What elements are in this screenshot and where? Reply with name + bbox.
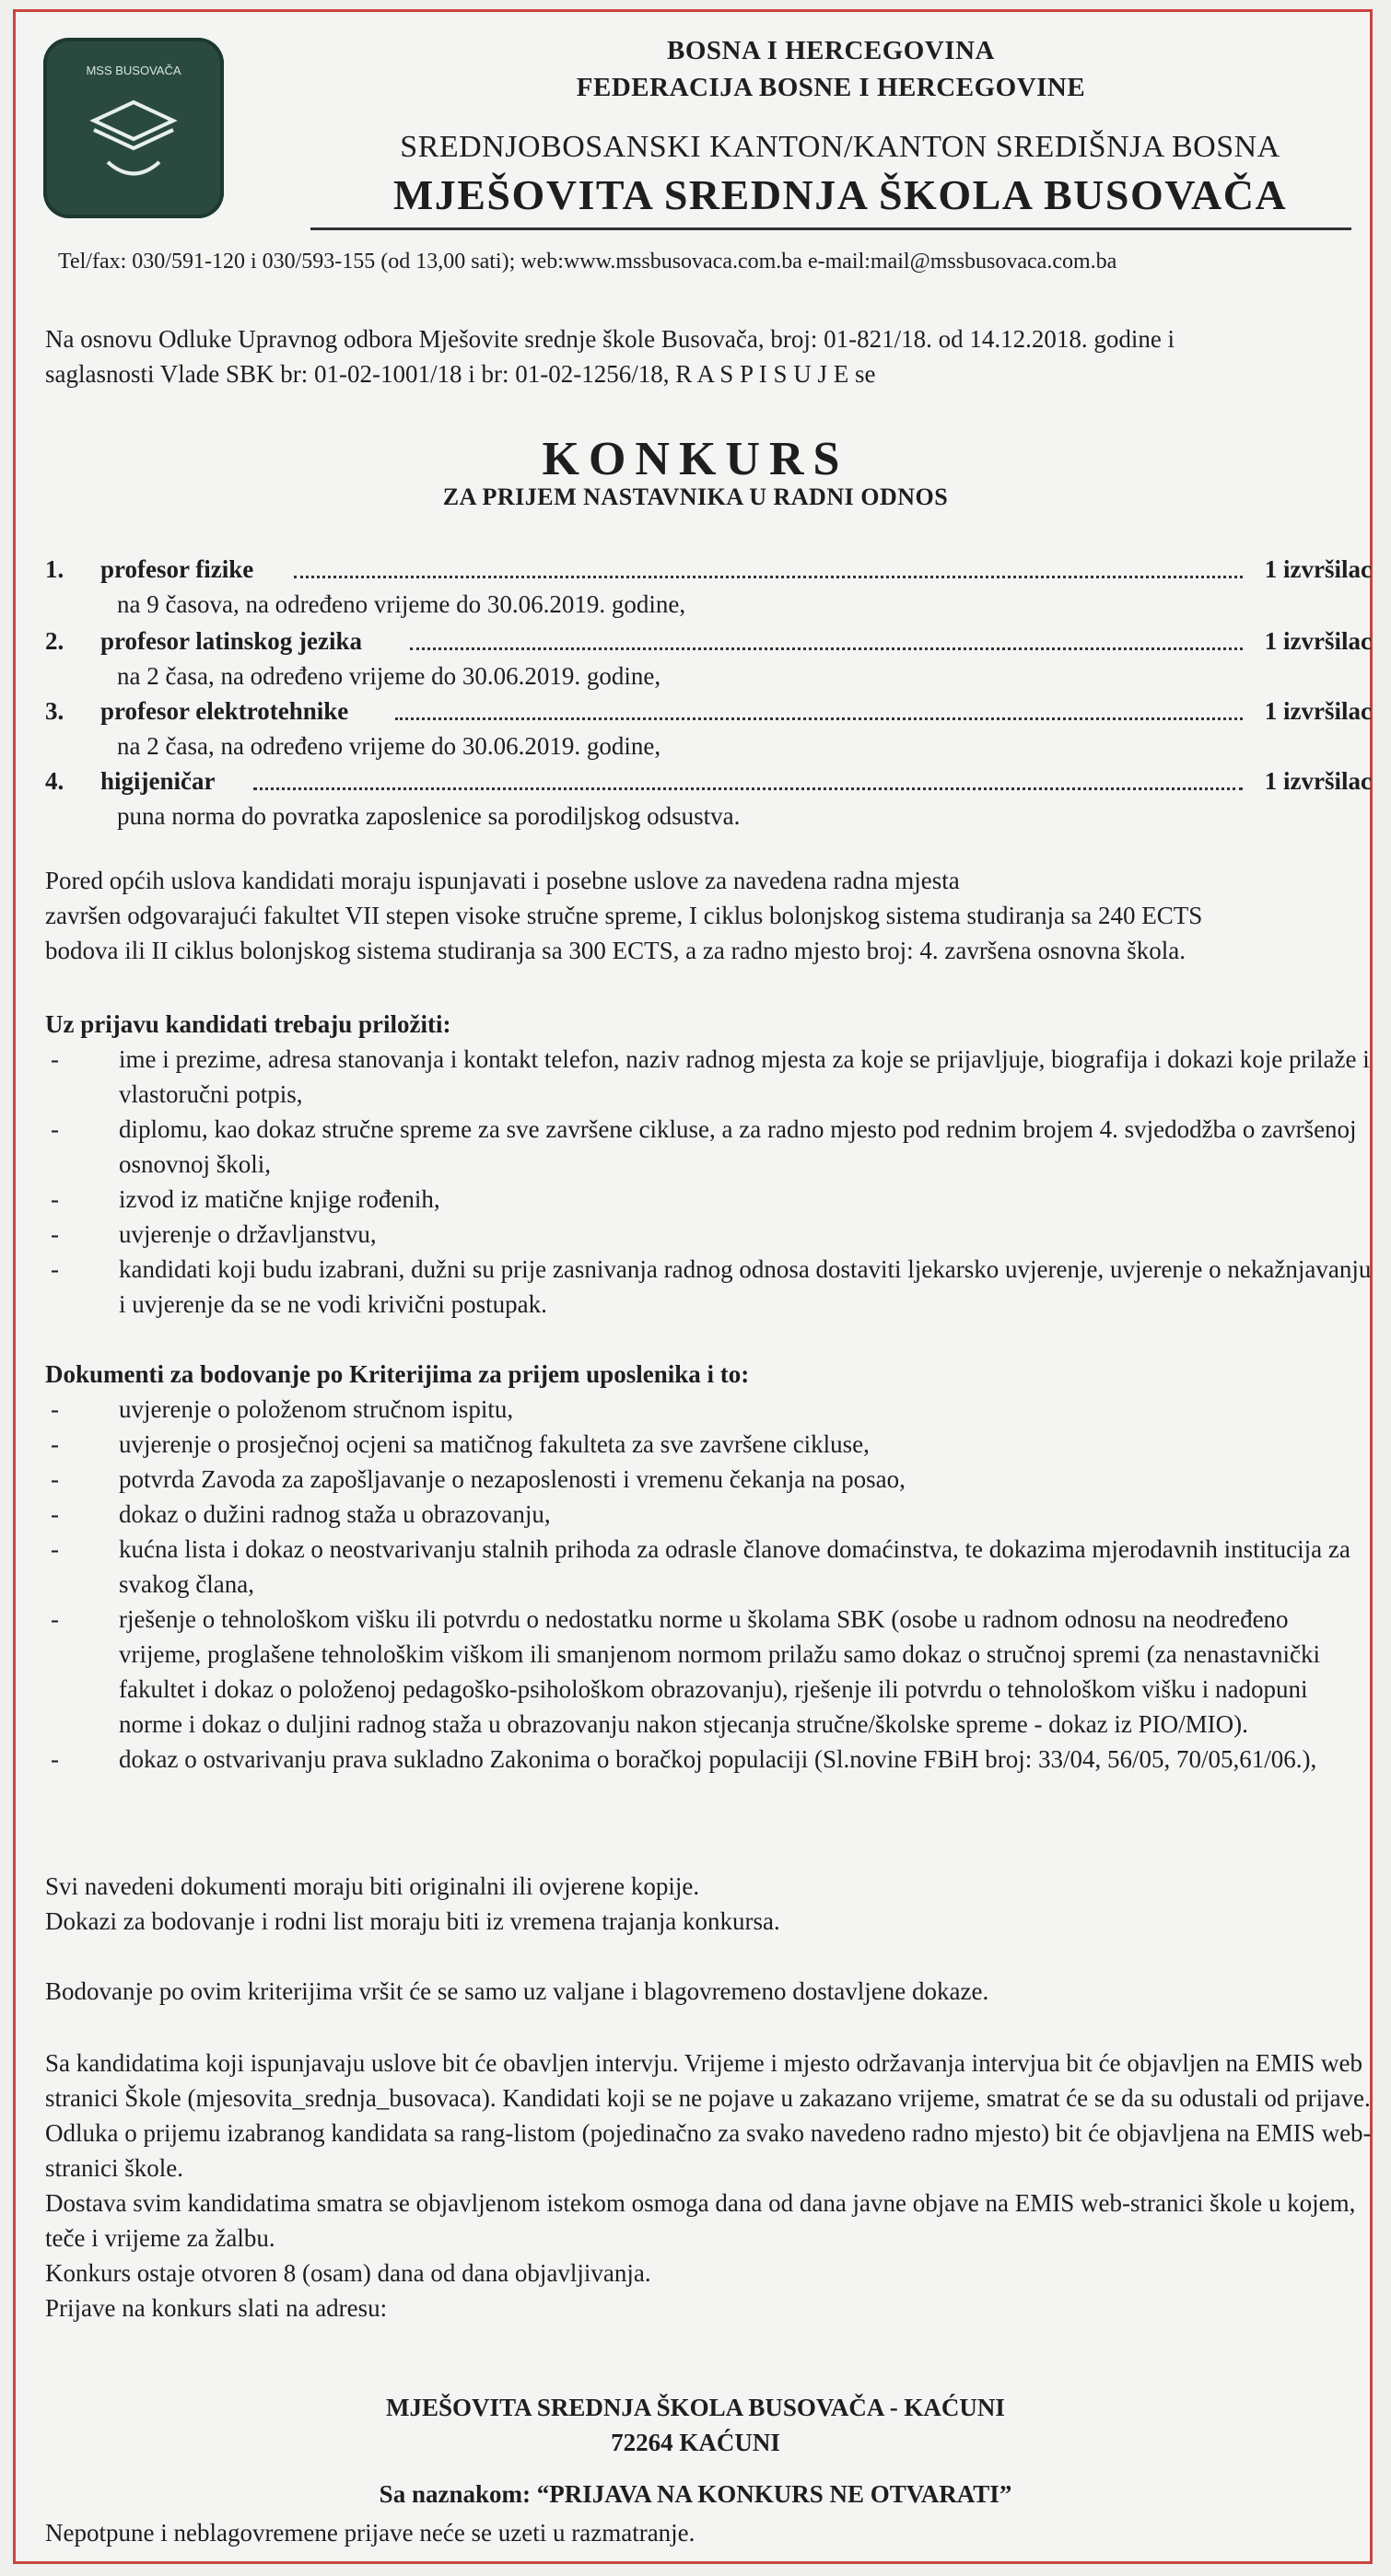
procedure-paragraph — [45, 2046, 1372, 2325]
canton-line: SREDNJOBOSANSKI KANTON/KANTON SREDIŠNJA BOSNA — [400, 130, 1280, 164]
list-item: - dokaz o ostvarivanju prava sukladno Zakonima o boračkoj populaciji (Sl.novine FBiH broj: 33/04, 56/05, 70/05,61/06.), — [51, 1745, 1317, 1773]
position-description: na 9 časova, na određeno vrijeme do 30.06.2019. godine, — [117, 590, 686, 618]
position-quantity: 1 izvršilac — [1264, 697, 1372, 725]
book-emblem-icon — [43, 38, 224, 218]
position-number: 3. — [45, 697, 64, 725]
list-item-text: kandidati koji budu izabrani, dužni su prije zasnivanja radnog odnosa dostaviti ljekarsko uvjerenje, uvjerenje o nekažnjavanju i uvjerenje da se ne vodi krivični postupak. — [119, 1255, 1372, 1318]
position-name: higijeničar — [100, 767, 216, 795]
list-item: - rješenje o tehnološkom višku ili potvrdu o nedostatku norme u školama SBK (osobe u radnom odnosu na neodređeno vrijeme, proglašene tehnološkim viškom ili smanjenom normom prilažu samo dokaz o stručnoj spremi (za nenastavnički fakultet i dokaz o položenoj pedagoško-psihološkom obrazovanju), rješenje ili potvrdu o tehnološkom višku i nadopuni norme i dokaz o duljini radnog staža u obrazovanju nakon stjecanja stručne/školske spreme - dokaz iz PIO/MIO). — [51, 1605, 1320, 1738]
position-quantity: 1 izvršilac — [1264, 767, 1372, 795]
header-divider — [310, 227, 1351, 230]
list-item-text: uvjerenje o državljanstvu, — [119, 1220, 377, 1248]
position-number: 2. — [45, 627, 64, 655]
position-name: profesor fizike — [100, 555, 254, 583]
announcement-frame — [13, 9, 1373, 2564]
address-postal: 72264 KAĆUNI — [611, 2429, 780, 2456]
conditions-line: bodova ili II ciklus bolonjskog sistema studiranja sa 300 ECTS, a za radno mjesto broj: 4. završena osnovna škola. — [45, 937, 1186, 964]
list-item-text: potvrda Zavoda za zapošljavanje o nezaposlenosti i vremenu čekanja na posao, — [119, 1465, 906, 1493]
dot-leader — [410, 647, 1243, 650]
logo-text: MSS BUSOVAČA — [86, 64, 181, 77]
intro-paragraph — [45, 321, 1372, 391]
notes-paragraph — [45, 1869, 1372, 1939]
position-name: profesor elektrotehnike — [100, 697, 349, 725]
school-logo — [43, 38, 224, 218]
list-item-text: diplomu, kao dokaz stručne spreme za sve završene cikluse, a za radno mjesto pod rednim brojem 4. svjedodžba o završenoj osnovnoj školi, — [119, 1115, 1357, 1178]
school-name: MJEŠOVITA SREDNJA ŠKOLA BUSOVAČA — [392, 171, 1288, 218]
list-item: - dokaz o dužini radnog staža u obrazovanju, — [51, 1500, 551, 1528]
list-item: - kandidati koji budu izabrani, dužni su prije zasnivanja radnog odnosa dostaviti ljekarsko uvjerenje, uvjerenje o nekažnjavanju i uvjerenje da se ne vodi krivični postupak. — [51, 1255, 1372, 1318]
conditions-line: završen odgovarajući fakultet VII stepen visoke stručne spreme, I ciklus bolonjskog sistema studiranja sa 240 ECTS — [45, 902, 1203, 929]
documents-list — [45, 1392, 1372, 1777]
dot-leader — [253, 787, 1243, 790]
contact-line: Tel/fax: 030/591-120 i 030/593-155 (od 13,00 sati); web:www.mssbusovaca.com.ba e-mail:mail@mssbusovaca.com.ba — [58, 250, 1117, 274]
document-title: KONKURS — [542, 433, 849, 485]
list-item: - uvjerenje o prosječnoj ocjeni sa matičnog fakulteta za sve završene cikluse, — [51, 1430, 870, 1458]
list-item-text: kućna lista i dokaz o neostvarivanju stalnih prihoda za odrasle članove domaćinstva, te dokazima mjerodavnih institucija za svakog člana, — [119, 1535, 1350, 1598]
list-item-text: rješenje o tehnološkom višku ili potvrdu o nedostatku norme u školama SBK (osobe u radnom odnosu na neodređeno vrijeme, proglašene tehnološkim viškom ili smanjenom normom prilažu samo dokaz o stručnoj spremi (za nenastavnički fakultet i dokaz o položenoj pedagoško-psihološkom obrazovanju), rješenje ili potvrdu o tehnološkom višku i nadopuni norme i dokaz o duljini radnog staža u obrazovanju nakon stjecanja stručne/školske spreme - dokaz iz PIO/MIO). — [119, 1605, 1320, 1738]
note-line: Konkurs ostaje otvoren 8 (osam) dana od dana objavljivanja. — [45, 2259, 651, 2287]
list-item: - uvjerenje o položenom stručnom ispitu, — [51, 1395, 514, 1423]
footer-note: Nepotpune i neblagovremene prijave neće se uzeti u razmatranje. — [45, 2519, 696, 2547]
list-item: - kućna lista i dokaz o neostvarivanju stalnih prihoda za odrasle članove domaćinstva, te dokazima mjerodavnih institucija za svakog člana, — [51, 1535, 1350, 1598]
position-description: puna norma do povratka zaposlenice sa porodiljskog odsustva. — [117, 802, 741, 830]
note-line: Svi navedeni dokumenti moraju biti originalni ili ovjerene kopije. — [45, 1872, 700, 1900]
dot-leader — [294, 576, 1243, 578]
list-item-text: uvjerenje o položenom stručnom ispitu, — [119, 1395, 514, 1423]
position-quantity: 1 izvršilac — [1264, 555, 1372, 583]
intro-line: Na osnovu Odluke Upravnog odbora Mješovite srednje škole Busovača, broj: 01-821/18. od 14.12.2018. godine i — [45, 325, 1175, 353]
envelope-marking: Sa naznakom: “PRIJAVA NA KONKURS NE OTVARATI” — [379, 2480, 1012, 2508]
list-item: - uvjerenje o državljanstvu, — [51, 1220, 377, 1248]
dot-leader — [395, 717, 1243, 720]
position-description: na 2 časa, na određeno vrijeme do 30.06.2019. godine, — [117, 662, 661, 690]
note-line: Odluka o prijemu izabranog kandidata sa rang-listom (pojedinačno za svako navedeno radno mjesto) bit će objavljena na EMIS web-stranici škole. — [45, 2119, 1372, 2182]
country-line: BOSNA I HERCEGOVINA — [667, 36, 995, 65]
list-item-text: dokaz o ostvarivanju prava sukladno Zakonima o boračkoj populaciji (Sl.novine FBiH broj: 33/04, 56/05, 70/05,61/06.), — [119, 1745, 1317, 1773]
attachments-heading: Uz prijavu kandidati trebaju priložiti: — [45, 1010, 451, 1038]
intro-line: saglasnosti Vlade SBK br: 01-02-1001/18 i br: 01-02-1256/18, R A S P I S U J E se — [45, 360, 876, 388]
note-line: Sa kandidatima koji ispunjavaju uslove bit će obavljen intervju. Vrijeme i mjesto održavanja intervjua bit će objavljen na EMIS web stranici Škole (mjesovita_srednja_busovaca). Kandidati koji se ne pojave u zakazano vrijeme, smatrat će se da su odustali od prijave. — [45, 2049, 1371, 2112]
federation-line: FEDERACIJA BOSNE I HERCEGOVINE — [576, 73, 1086, 102]
list-item-text: ime i prezime, adresa stanovanja i kontakt telefon, naziv radnog mjesta za koje se prijavljuje, biografija i dokazi koje prilaže i vlastoručni potpis, — [119, 1045, 1370, 1108]
list-item: - izvod iz matične knjige rođenih, — [51, 1185, 440, 1213]
position-number: 1. — [45, 555, 64, 583]
list-item-text: uvjerenje o prosječnoj ocjeni sa matičnog fakulteta za sve završene cikluse, — [119, 1430, 870, 1458]
list-item-text: dokaz o dužini radnog staža u obrazovanju, — [119, 1500, 551, 1528]
list-item: - ime i prezime, adresa stanovanja i kontakt telefon, naziv radnog mjesta za koje se prijavljuje, biografija i dokazi koje prilaže i vlastoručni potpis, — [51, 1045, 1370, 1108]
position-quantity: 1 izvršilac — [1264, 627, 1372, 655]
position-name: profesor latinskog jezika — [100, 627, 363, 655]
position-number: 4. — [45, 767, 64, 795]
letterhead — [16, 12, 1370, 274]
conditions-line: Pored općih uslova kandidati moraju ispunjavati i posebne uslove za navedena radna mjesta — [45, 867, 960, 894]
address-line: MJEŠOVITA SREDNJA ŠKOLA BUSOVAČA - KAĆUNI — [386, 2394, 1005, 2421]
list-item: - potvrda Zavoda za zapošljavanje o nezaposlenosti i vremenu čekanja na posao, — [51, 1465, 906, 1493]
scoring-note: Bodovanje po ovim kriterijima vršit će se samo uz valjane i blagovremeno dostavljene dokaze. — [45, 1977, 989, 2005]
list-item-text: izvod iz matične knjige rođenih, — [119, 1185, 440, 1213]
position-description: na 2 časa, na određeno vrijeme do 30.06.2019. godine, — [117, 732, 661, 760]
attachments-list — [45, 1042, 1372, 1322]
conditions-paragraph — [45, 863, 1372, 968]
list-item: - diplomu, kao dokaz stručne spreme za sve završene cikluse, a za radno mjesto pod rednim brojem 4. svjedodžba o završenoj osnovnoj školi, — [51, 1115, 1357, 1178]
note-line: Prijave na konkurs slati na adresu: — [45, 2294, 388, 2322]
document-subtitle: ZA PRIJEM NASTAVNIKA U RADNI ODNOS — [442, 484, 949, 510]
documents-heading: Dokumenti za bodovanje po Kriterijima za prijem uposlenika i to: — [45, 1360, 750, 1388]
note-line: Dostava svim kandidatima smatra se objavljenom istekom osmoga dana od dana javne objave na EMIS web-stranici škole u kojem, teče i vrijeme za žalbu. — [45, 2189, 1356, 2252]
note-line: Dokazi za bodovanje i rodni list moraju biti iz vremena trajanja konkursa. — [45, 1907, 780, 1935]
